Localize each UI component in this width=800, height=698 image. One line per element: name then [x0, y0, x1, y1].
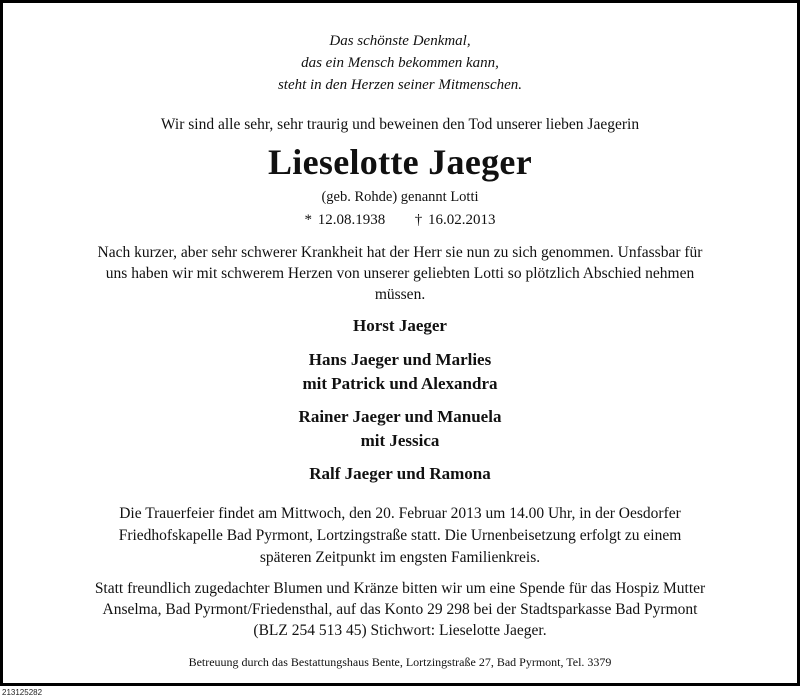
family-member: Ralf Jaeger und Ramona	[309, 464, 491, 483]
motto-line-1: Das schönste Denkmal,	[329, 33, 471, 49]
family-member: mit Jessica	[360, 431, 440, 450]
family-member: Hans Jaeger und Marlies	[308, 350, 492, 369]
motto-line-2: das ein Mensch bekommen kann,	[301, 55, 499, 71]
funeral-home-footer: Betreuung durch das Bestattungshaus Bente, Lortzingstraße 27, Bad Pyrmont, Tel. 3379	[188, 655, 612, 669]
message-line-1: Nach kurzer, aber sehr schwerer Krankheit hat der Herr sie nun zu sich genommen. Unfassbar für	[97, 244, 703, 261]
life-dates	[3, 212, 797, 229]
family-member: Rainer Jaeger und Manuela	[298, 407, 502, 426]
message-line-3: müssen.	[374, 286, 426, 303]
family-member: mit Patrick und Alexandra	[302, 374, 498, 393]
family-member: Horst Jaeger	[353, 316, 447, 335]
message-line-2: uns haben wir mit schwerem Herzen von unserer geliebten Lotti so plötzlich Abschied nehmen	[105, 265, 695, 282]
birth-date: * 12.08.1938	[304, 212, 386, 228]
deceased-name: Lieselotte Jaeger	[268, 142, 532, 182]
motto-line-3: steht in den Herzen seiner Mitmenschen.	[277, 77, 523, 93]
funeral-line-3: späteren Zeitpunkt im engsten Familienkreis.	[259, 549, 541, 566]
donation-line-3: (BLZ 254 513 45) Stichwort: Lieselotte Jaeger.	[253, 622, 547, 639]
ad-id: 213125282	[2, 688, 43, 697]
donation-line-2: Anselma, Bad Pyrmont/Friedensthal, auf das Konto 29 298 bei der Stadtsparkasse Bad Pyrmont	[102, 601, 698, 618]
death-date: † 16.02.2013	[414, 212, 496, 228]
funeral-line-1: Die Trauerfeier findet am Mittwoch, den 20. Februar 2013 um 14.00 Uhr, in der Oesdorfer	[119, 505, 681, 522]
intro-text: Wir sind alle sehr, sehr traurig und beweinen den Tod unserer lieben Jaegerin	[160, 116, 640, 133]
donation-line-1: Statt freundlich zugedachter Blumen und Kränze bitten wir um eine Spende für das Hospiz Mutter	[94, 580, 706, 597]
funeral-line-2: Friedhofskapelle Bad Pyrmont, Lortzingstraße statt. Die Urnenbeisetzung erfolgt zu einem	[118, 527, 682, 544]
deceased-subtitle: (geb. Rohde) genannt Lotti	[321, 189, 479, 205]
